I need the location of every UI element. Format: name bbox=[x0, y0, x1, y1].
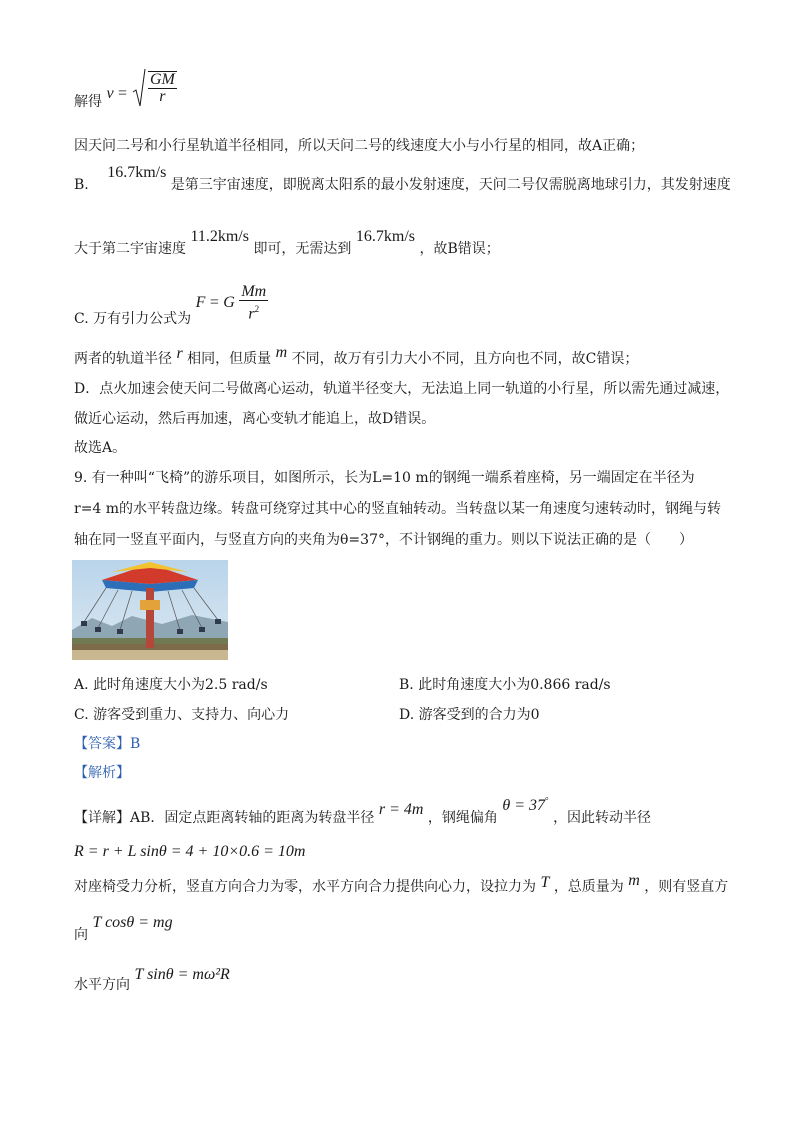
question9-line2: r=4 m的水平转盘边缘。转盘可绕穿过其中心的竖直轴转动。当转盘以某一角速度匀速转动时，钢绳与转 bbox=[74, 501, 722, 517]
horizontal-equation-line bbox=[74, 966, 230, 993]
eq-sign-2: = bbox=[209, 294, 219, 312]
question9-line3: 轴在同一竖直平面内，与竖直方向的夹角为θ=37°，不计钢绳的重力。则以下说法正确的是（ ） bbox=[74, 532, 693, 548]
text-radius-same: 两者的轨道半径 bbox=[74, 351, 172, 367]
text-force-mid: ，总质量为 bbox=[553, 879, 624, 895]
eq-vertical: T cosθ = mg bbox=[92, 914, 173, 931]
denominator-r: r bbox=[159, 88, 166, 105]
denominator-r2: $r^2$ bbox=[248, 304, 260, 323]
value-third-cosmic-speed: 16.7km/s bbox=[107, 164, 167, 181]
var-f: F bbox=[195, 294, 206, 312]
text-third-cosmic: 是第三宇宙速度，即脱离太阳系的最小发射速度，天问二号仅需脱离地球引力，其发射速度 bbox=[170, 177, 731, 193]
flying-chairs-photo bbox=[72, 560, 228, 660]
solution-line-choose-a: 故选A。 bbox=[74, 440, 127, 456]
detail-line bbox=[74, 796, 652, 827]
solution-line-b bbox=[74, 164, 731, 193]
solution-line-a-correct: 因天问二号和小行星轨道半径相同，所以天问二号的线速度大小与小行星的相同，故A正确； bbox=[74, 138, 645, 154]
text-b-wrong: ，故B错误； bbox=[419, 241, 500, 257]
sqrt-expression bbox=[132, 68, 177, 108]
eq-theta-37: θ = 37° bbox=[502, 796, 549, 815]
text-second-cosmic: 大于第二宇宙速度 bbox=[74, 241, 186, 257]
text-c-wrong: 不同，故万有引力大小不同，且方向也不同，故C错误； bbox=[291, 351, 639, 367]
eq-horizontal: T sinθ = mω²R bbox=[134, 966, 230, 983]
eq-sign: = bbox=[118, 85, 128, 102]
text-no-need: 即可，无需达到 bbox=[253, 241, 352, 257]
var-g: G bbox=[223, 294, 235, 312]
text-jiede: 解得 bbox=[74, 94, 102, 110]
value-third-cosmic-speed-2: 16.7km/s bbox=[355, 228, 416, 245]
var-v: v bbox=[106, 85, 114, 102]
solution-line-d: D．点火加速会使天问二号做离心运动，轨道半径变大，无法追上同一轨道的小行星，所以需先通过减速， bbox=[74, 381, 730, 397]
vertical-equation-line bbox=[74, 914, 173, 943]
answer-line: 【答案】B bbox=[74, 736, 141, 752]
text-vertical-prefix: 向 bbox=[74, 927, 88, 943]
var-t-inline: T bbox=[540, 874, 550, 891]
solution-line-velocity bbox=[74, 68, 177, 108]
choice-b: B. 此时角速度大小为0.866 rad/s bbox=[399, 677, 611, 693]
solution-line-c-formula bbox=[74, 280, 268, 328]
numerator-mm: Mm bbox=[241, 283, 267, 300]
label-b: B. bbox=[74, 177, 89, 193]
text-detail-prefix: 【详解】AB．固定点距离转轴的距离为转盘半径 bbox=[74, 810, 375, 827]
choice-c: C. 游客受到重力、支持力、向心力 bbox=[74, 707, 290, 723]
choice-d: D. 游客受到的合力为0 bbox=[399, 707, 540, 723]
text-detail-suffix: ，因此转动半径 bbox=[553, 810, 652, 827]
fraction-gm-r bbox=[148, 71, 177, 105]
solution-line-c-wrong bbox=[74, 344, 639, 368]
text-force-prefix: 对座椅受力分析，竖直方向合力为零，水平方向合力提供向心力，设拉力为 bbox=[74, 879, 536, 895]
var-m-inline: m bbox=[275, 344, 288, 361]
solution-line-d-cont: 做近心运动，然后再加速，离心变轨才能追上，故D错误。 bbox=[74, 411, 436, 427]
eq-rotation-radius: R = r + L sinθ = 4 + 10×0.6 = 10m bbox=[74, 843, 306, 860]
var-r-inline: r bbox=[176, 345, 183, 362]
sqrt-sign-icon bbox=[132, 68, 146, 108]
text-mass-diff: 相同，但质量 bbox=[187, 351, 272, 367]
numerator-gm: GM bbox=[149, 71, 175, 88]
force-analysis-line bbox=[74, 872, 729, 895]
choice-a: A. 此时角速度大小为2.5 rad/s bbox=[74, 677, 268, 693]
var-m-inline-2: m bbox=[628, 872, 640, 889]
text-detail-mid: ，钢绳偏角 bbox=[427, 810, 498, 827]
fraction-mm-r2 bbox=[239, 284, 268, 322]
question9-line1: 9. 有一种叫“飞椅”的游乐项目，如图所示，长为L=10 m的钢绳一端系着座椅，另一端固定在半径为 bbox=[74, 470, 695, 486]
carousel-illustration bbox=[72, 560, 228, 660]
text-force-suffix: ，则有竖直方 bbox=[644, 879, 729, 895]
analysis-label: 【解析】 bbox=[74, 765, 130, 781]
eq-r-equals-4m: r = 4m bbox=[378, 801, 424, 819]
solution-line-b-cont bbox=[74, 228, 500, 257]
text-c-formula: C. 万有引力公式为 bbox=[74, 311, 192, 328]
text-horizontal-prefix: 水平方向 bbox=[74, 977, 130, 993]
value-second-cosmic-speed: 11.2km/s bbox=[190, 228, 249, 245]
